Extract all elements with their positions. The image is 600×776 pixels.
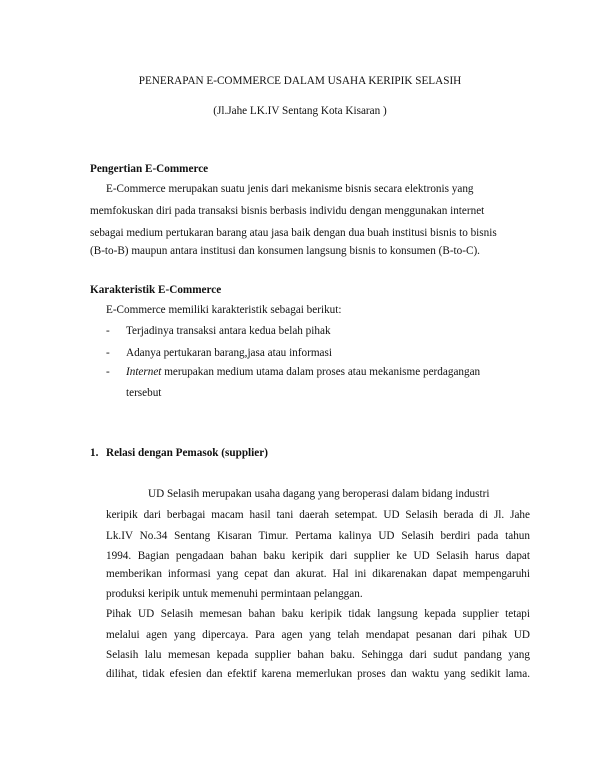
bullet-marker: - (106, 347, 110, 359)
paragraph-line: keripik dari berbagai macam hasil tani daerah setempat. UD Selasih berada di Jl. Jahe (106, 509, 530, 521)
paragraph-line: memfokuskan diri pada transaksi bisnis berbasis individu dengan menggunakan internet (90, 205, 485, 217)
paragraph-line: UD Selasih merupakan usaha dagang yang beroperasi dalam bidang industri (148, 488, 490, 500)
section-heading-pengertian: Pengertian E-Commerce (90, 163, 209, 175)
list-item: Adanya pertukaran barang,jasa atau informasi (126, 347, 332, 359)
list-item: Terjadinya transaksi antara kedua belah pihak (126, 325, 331, 337)
document-subtitle: (Jl.Jahe LK.IV Sentang Kota Kisaran ) (213, 105, 387, 117)
list-item-text: merupakan medium utama dalam proses atau mekanisme perdagangan (161, 366, 481, 378)
section-heading-relasi: Relasi dengan Pemasok (supplier) (106, 447, 268, 459)
section-intro: E-Commerce memiliki karakteristik sebagai berikut: (106, 304, 342, 316)
paragraph-line: E-Commerce merupakan suatu jenis dari mekanisme bisnis secara elektronis yang (106, 183, 474, 195)
paragraph-line: (B-to-B) maupun antara institusi dan konsumen langsung bisnis to konsumen (B-to-C). (90, 245, 480, 257)
list-item-continuation: tersebut (126, 387, 162, 399)
paragraph-line: 1994. Bagian pengadaan bahan baku keripik dari supplier ke UD Selasih harus dapat (106, 550, 530, 562)
bullet-marker: - (106, 325, 110, 337)
section-heading-karakteristik: Karakteristik E-Commerce (90, 284, 222, 296)
paragraph-line: dilihat, tidak efesien dan efektif karena memerlukan proses dan waktu yang sedikit lama. (106, 668, 530, 680)
italic-term: Internet (126, 366, 162, 378)
bullet-marker: - (106, 366, 110, 378)
paragraph-line: Lk.IV No.34 Sentang Kisaran Timur. Pertama kalinya UD Selasih berdiri pada tahun (106, 530, 530, 542)
document-title: PENERAPAN E-COMMERCE DALAM USAHA KERIPIK SELASIH (138, 75, 462, 87)
section-number: 1. (90, 447, 99, 459)
paragraph-line: melalui agen yang dipercaya. Para agen yang telah mendapat pesanan dari pihak UD (106, 629, 530, 641)
paragraph-line: Selasih lalu memesan kepada supplier bahan baku. Sehingga dari sudut pandang yang (106, 649, 530, 661)
paragraph-line: Pihak UD Selasih memesan bahan baku keripik tidak langsung kepada supplier tetapi (106, 608, 530, 620)
paragraph-line: memberikan informasi yang cepat dan akurat. Hal ini dikarenakan dapat mempengaruhi (106, 568, 530, 580)
paragraph-line: sebagai medium pertukaran barang atau jasa baik dengan dua buah institusi bisnis to bisnis (90, 227, 497, 239)
paragraph-line: produksi keripik untuk memenuhi permintaan pelanggan. (106, 588, 363, 600)
list-item (126, 365, 480, 379)
